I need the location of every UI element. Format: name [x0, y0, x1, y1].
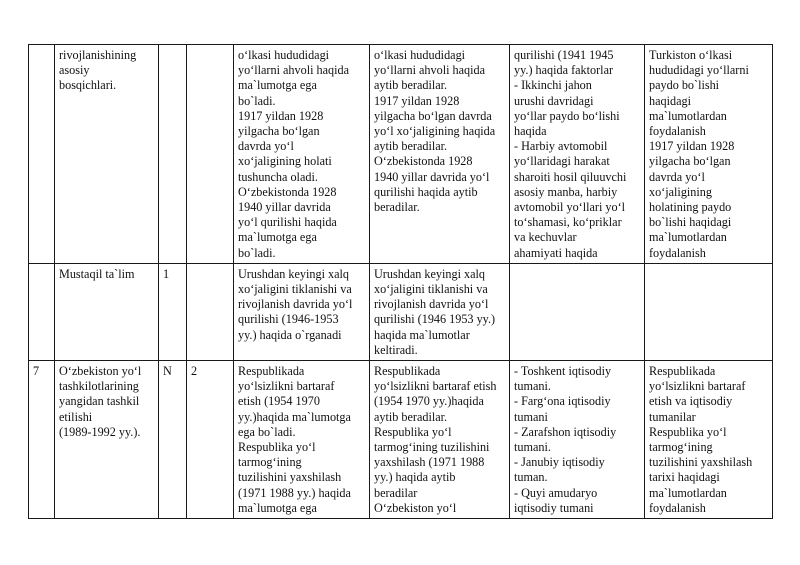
cell-text-line: Respublika yoʻl — [649, 424, 727, 439]
table-row — [29, 263, 773, 360]
cell-student-result — [370, 45, 510, 264]
cell-text-line: Respublika yoʻl — [374, 424, 452, 439]
cell-lesson-type — [159, 361, 187, 519]
cell-text-line: yilgacha boʻlgan — [649, 154, 731, 169]
cell-learning-outcome — [234, 45, 370, 264]
cell-text-line: Mustaqil ta`lim — [59, 266, 135, 281]
cell-text-line: Oʻzbekiston yoʻl — [374, 500, 457, 515]
cell-text-line: aytib beradilar. — [374, 409, 448, 424]
cell-text-line: beradilar. — [374, 200, 420, 215]
cell-text-line: tumanilar — [649, 409, 696, 424]
cell-text-line: tashkilotlarining — [59, 379, 139, 394]
cell-text-line: ma`lumotga ega — [238, 230, 317, 245]
cell-text-line: 1940 yillar davrida — [238, 200, 331, 215]
cell-text-line: tuman. — [514, 470, 548, 485]
cell-text-line: tarmogʻining — [649, 440, 713, 455]
cell-topic-content — [510, 45, 645, 264]
cell-text-line: foydalanish — [649, 245, 706, 260]
cell-text-line: yoʻlsizlikni bartaraf — [238, 379, 335, 394]
cell-learning-outcome — [234, 263, 370, 360]
cell-text-line: haqidagi — [649, 93, 691, 108]
cell-text-line: qurilishi (1941 1945 — [514, 48, 614, 62]
cell-lesson-type — [159, 263, 187, 360]
cell-text-line: tuzilishini yaxshilash — [649, 455, 753, 470]
cell-text-line: hududidagi yoʻllarni — [649, 63, 749, 78]
cell-text-line: - Quyi amudaryo — [514, 485, 598, 500]
cell-student-result — [370, 263, 510, 360]
cell-text-line: Urushdan keyingi xalq — [238, 266, 350, 281]
cell-text-line: yoʻllar paydo boʻlishi — [514, 108, 620, 123]
cell-text-line: bosqichlari. — [59, 78, 117, 93]
cell-text-line: tumani. — [514, 379, 551, 394]
cell-text-line: yilgacha boʻlgan — [238, 124, 320, 139]
cell-text-line: yoʻllarni ahvoli haqida — [374, 63, 486, 78]
cell-text-line: yy.) haqida faktorlar — [514, 63, 614, 78]
cell-text-line: xoʻjaligining holati — [238, 154, 332, 169]
cell-text-line: yilgacha boʻlgan davrda — [374, 108, 492, 123]
cell-text-line: tarmogʻining tuzilishini — [374, 440, 490, 455]
cell-text-line: yangidan tashkil — [59, 394, 140, 409]
cell-text-line: ahamiyati haqida — [514, 245, 598, 260]
cell-text-line: - Zarafshon iqtisodiy — [514, 424, 617, 439]
cell-text-line: foydalanish — [649, 124, 706, 139]
cell-text-line: Respublika yoʻl — [238, 440, 316, 455]
cell-text-line: urushi davridagi — [514, 93, 594, 108]
cell-text-line: haqida — [514, 124, 547, 139]
cell-text-line: Oʻzbekistonda 1928 — [374, 154, 473, 169]
cell-text-line: - Janubiy iqtisodiy — [514, 455, 605, 470]
cell-text-line: Respublikada — [374, 364, 441, 379]
cell-text-line: etish (1954 1970 — [238, 394, 320, 409]
cell-text-line: ma`lumotga ega — [238, 78, 317, 93]
cell-text-line: aytib beradilar. — [374, 78, 448, 93]
cell-text-line: keltiradi. — [374, 342, 418, 357]
cell-text-line: sharoiti hosil qiluuvchi — [514, 169, 627, 184]
cell-text-line: yoʻllarni ahvoli haqida — [238, 63, 350, 78]
cell-text-line: yy.)haqida ma`lumotga — [238, 409, 351, 424]
cell-topic — [55, 263, 159, 360]
cell-text-line: tarmogʻining — [238, 455, 302, 470]
cell-text-line: yoʻllaridagi harakat — [514, 154, 610, 169]
cell-text-line: Oʻzbekistonda 1928 — [238, 184, 337, 199]
cell-student-result — [370, 361, 510, 519]
cell-text-line: asosiy — [59, 63, 90, 78]
cell-text-line: ega bo`ladi. — [238, 424, 296, 439]
cell-text-line: davrda yoʻl — [238, 139, 294, 154]
cell-hours — [187, 45, 234, 264]
cell-text-line: yoʻl qurilishi haqida — [238, 215, 337, 230]
cell-topic-content — [510, 361, 645, 519]
cell-competence — [645, 361, 773, 519]
cell-text-line: Urushdan keyingi xalq — [374, 266, 486, 281]
cell-text-line: Turkiston oʻlkasi — [649, 48, 733, 62]
cell-number — [29, 361, 55, 519]
cell-text-line: oʻlkasi hududidagi — [374, 48, 466, 62]
cell-topic — [55, 45, 159, 264]
cell-text-line: bo`ladi. — [238, 245, 276, 260]
cell-learning-outcome — [234, 361, 370, 519]
cell-text-line: 1940 yillar davrida yoʻl — [374, 169, 490, 184]
cell-text-line: rivojlanishining — [59, 48, 137, 62]
cell-text-line: yoʻlsizlikni bartaraf etish — [374, 379, 497, 394]
cell-text-line: rivojlanish davrida yoʻl — [374, 297, 489, 312]
table-body — [29, 45, 773, 519]
cell-text-line: paydo bo`lishi — [649, 78, 720, 93]
cell-text-line: (1954 1970 yy.)haqida — [374, 394, 484, 409]
cell-text-line: rivojlanish davrida yoʻl — [238, 297, 353, 312]
cell-text-line: ma`lumotlardan — [649, 230, 727, 245]
cell-text: 1 — [163, 266, 170, 281]
cell-text-line: tuzilishini yaxshilash — [238, 470, 342, 485]
cell-text-line: - Ikkinchi jahon — [514, 78, 592, 93]
cell-text-line: davrda yoʻl — [649, 169, 705, 184]
cell-text: 7 — [33, 364, 40, 379]
cell-text-line: etish va iqtisodiy — [649, 394, 733, 409]
cell-text-line: asosiy manba, harbiy — [514, 184, 618, 199]
cell-text-line: yy.) haqida aytib — [374, 470, 456, 485]
table-row — [29, 361, 773, 519]
cell-text-line: xoʻjaligini tiklanishi va — [374, 282, 488, 297]
cell-text-line: bo`lishi haqidagi — [649, 215, 732, 230]
cell-text-line: beradilar — [374, 485, 418, 500]
cell-text-line: - Toshkent iqtisodiy — [514, 364, 612, 379]
cell-text-line: ma`lumotlardan — [649, 108, 727, 123]
cell-text-line: foydalanish — [649, 500, 706, 515]
cell-text-line: (1989-1992 yy.). — [59, 424, 141, 439]
cell-number — [29, 45, 55, 264]
cell-text-line: qurilishi haqida aytib — [374, 184, 478, 199]
cell-topic-content — [510, 263, 645, 360]
cell-text-line: Oʻzbekiston yoʻl — [59, 364, 142, 379]
cell-text-line: ma`lumotlardan — [649, 485, 727, 500]
cell-text-line: qurilishi (1946 1953 yy.) — [374, 312, 496, 327]
cell-text-line: (1971 1988 yy.) haqida — [238, 485, 351, 500]
cell-text-line: - Harbiy avtomobil — [514, 139, 608, 154]
cell-competence — [645, 263, 773, 360]
cell-text-line: yoʻl xoʻjaligining haqida — [374, 124, 496, 139]
cell-text-line: tumani. — [514, 440, 551, 455]
cell-lesson-type — [159, 45, 187, 264]
cell-text-line: xoʻjaligini tiklanishi va — [238, 282, 352, 297]
curriculum-table — [28, 44, 773, 519]
cell-text-line: bo`ladi. — [238, 93, 276, 108]
cell-text: 2 — [191, 364, 198, 379]
cell-text-line: iqtisodiy tumani — [514, 500, 594, 515]
table-row — [29, 45, 773, 264]
cell-text-line: holatining paydo — [649, 200, 732, 215]
cell-text-line: 1917 yildan 1928 — [374, 93, 460, 108]
cell-text-line: haqida ma`lumotlar — [374, 327, 470, 342]
cell-text-line: 1917 yildan 1928 — [649, 139, 735, 154]
cell-competence — [645, 45, 773, 264]
cell-text: N — [163, 364, 172, 379]
cell-text-line: toʻshamasi, koʻpriklar — [514, 215, 622, 230]
cell-hours — [187, 263, 234, 360]
cell-text-line: tumani — [514, 409, 548, 424]
cell-text-line: yy.) haqida o`rganadi — [238, 327, 342, 342]
cell-text-line: tushuncha oladi. — [238, 169, 318, 184]
cell-text-line: va kechuvlar — [514, 230, 577, 245]
cell-text-line: xoʻjaligining — [649, 184, 712, 199]
cell-number — [29, 263, 55, 360]
cell-text-line: - Fargʻona iqtisodiy — [514, 394, 611, 409]
cell-text-line: oʻlkasi hududidagi — [238, 48, 330, 62]
cell-topic — [55, 361, 159, 519]
cell-text-line: 1917 yildan 1928 — [238, 108, 324, 123]
cell-text-line: ma`lumotga ega — [238, 500, 317, 515]
cell-text-line: aytib beradilar. — [374, 139, 448, 154]
cell-text-line: tarixi haqidagi — [649, 470, 720, 485]
cell-text-line: avtomobil yoʻllari yoʻl — [514, 200, 626, 215]
cell-text-line: yaxshilash (1971 1988 — [374, 455, 485, 470]
cell-text-line: Respublikada — [649, 364, 716, 379]
cell-text-line: etilishi — [59, 409, 93, 424]
cell-text-line: yoʻlsizlikni bartaraf — [649, 379, 746, 394]
cell-text-line: qurilishi (1946-1953 — [238, 312, 339, 327]
cell-hours — [187, 361, 234, 519]
cell-text-line: Respublikada — [238, 364, 305, 379]
